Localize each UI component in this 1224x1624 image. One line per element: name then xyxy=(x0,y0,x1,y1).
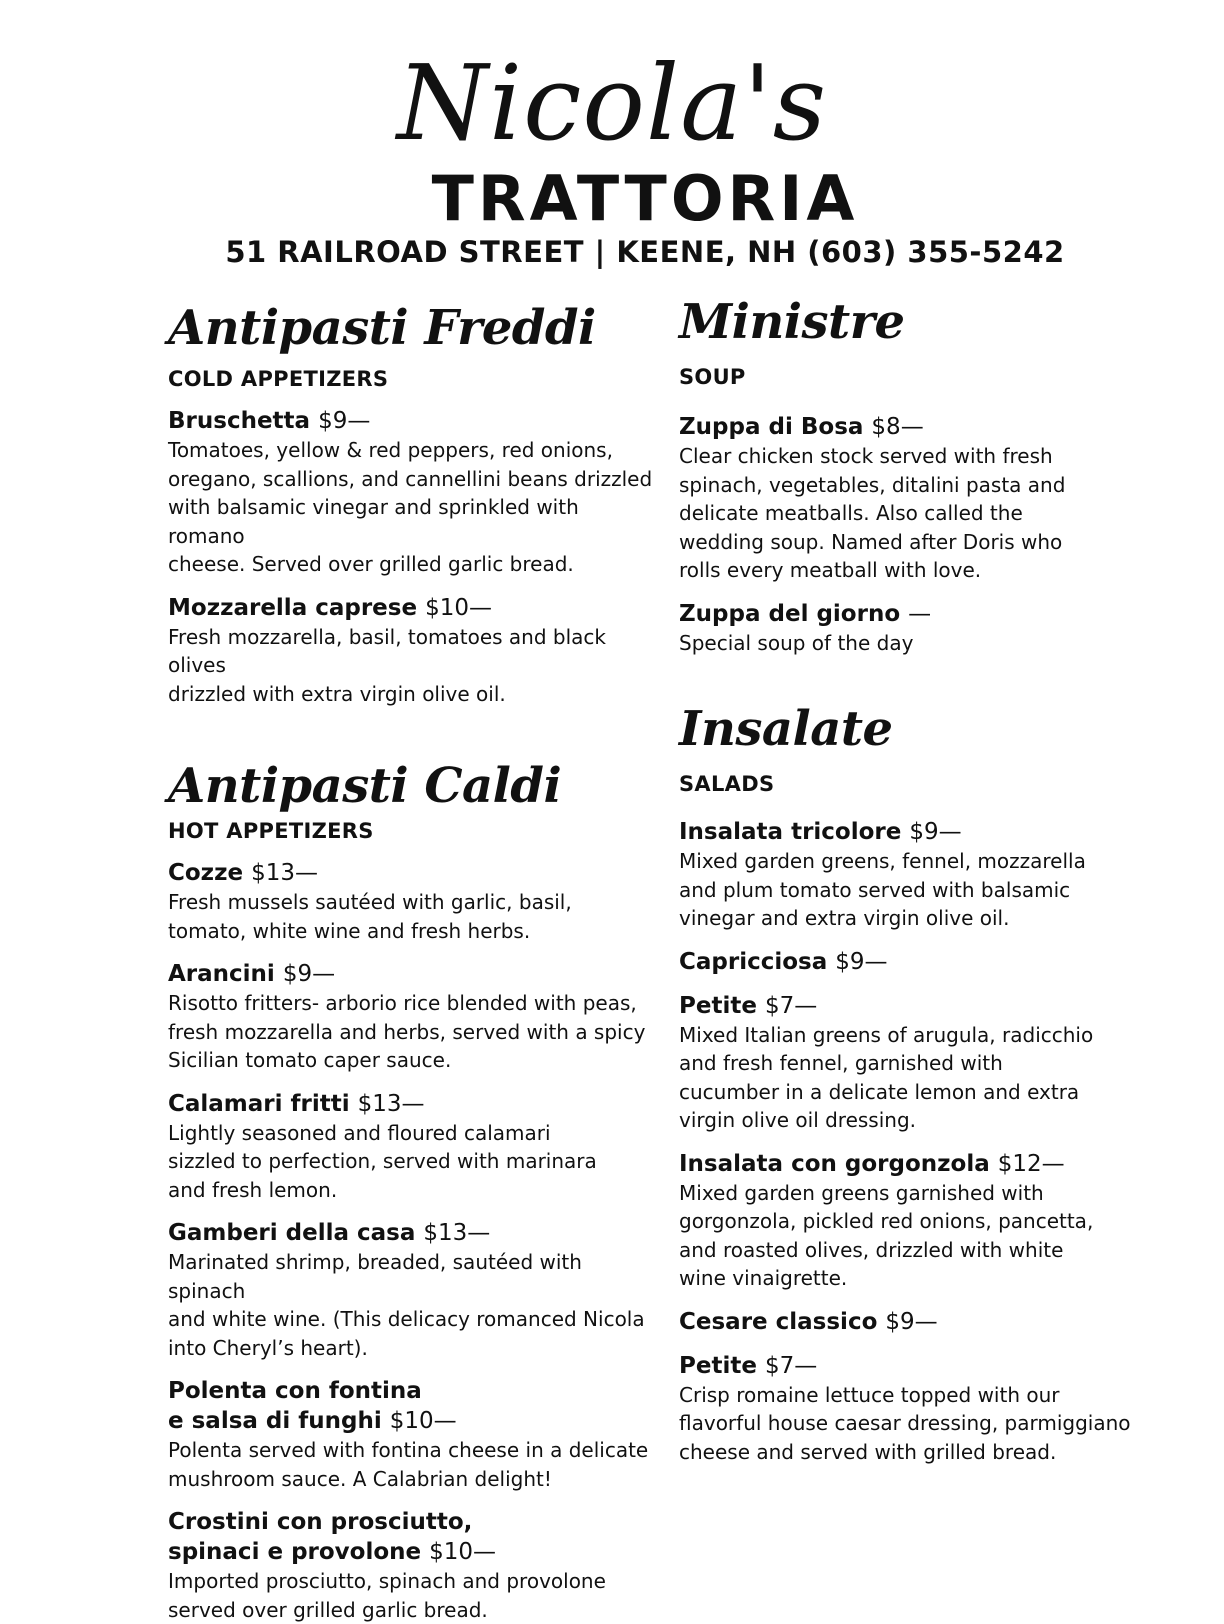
menu-item xyxy=(679,1307,1169,1337)
menu-item xyxy=(168,406,658,579)
item-name: Insalata con gorgonzola xyxy=(679,1150,998,1177)
menu-item-heading xyxy=(168,1507,658,1567)
item-price: $13— xyxy=(251,860,318,886)
item-name: Arancini xyxy=(168,961,283,987)
menu-item-heading xyxy=(168,1376,658,1436)
section-subtitle: SALADS xyxy=(679,772,775,796)
item-name: Gamberi della casa xyxy=(168,1220,416,1246)
section-subtitle: COLD APPETIZERS xyxy=(168,367,389,391)
item-name: Cesare classico xyxy=(679,1308,878,1335)
address-line: 51 RAILROAD STREET | KEENE, NH (603) 355-5242 xyxy=(225,235,1065,269)
item-name: Zuppa di Bosa xyxy=(679,414,864,440)
menu-item-heading xyxy=(168,1089,658,1119)
item-name: Zuppa del giorno xyxy=(679,600,901,627)
item-price: $10— xyxy=(425,594,492,621)
menu-items xyxy=(168,406,658,708)
menu-item-heading xyxy=(679,1149,1169,1179)
menu-item xyxy=(679,817,1169,933)
item-price: $7— xyxy=(764,992,818,1019)
section-insalate xyxy=(679,697,1169,1466)
item-name: Insalata tricolore xyxy=(679,819,910,845)
menu-item xyxy=(168,1376,658,1493)
item-name: Crostini con prosciutto, spinaci e provolone xyxy=(168,1509,473,1565)
section-title: Antipasti Caldi xyxy=(168,758,562,814)
item-description: Marinated shrimp, breaded, sautéed with spinach and white wine. (This delicacy romanced Nicola into Cheryl’s heart). xyxy=(168,1250,645,1360)
item-price: $9— xyxy=(909,819,962,845)
menu-items xyxy=(679,797,1169,1466)
item-description: Lightly seasoned and floured calamari sizzled to perfection, served with marinara and fresh lemon. xyxy=(168,1120,597,1202)
menu-items xyxy=(679,390,1169,657)
menu-item xyxy=(168,1507,658,1624)
item-name: Capricciosa xyxy=(679,948,836,975)
menu-item xyxy=(679,599,1169,658)
item-name: Bruschetta xyxy=(168,408,311,434)
menu-item xyxy=(679,412,1169,585)
right-column xyxy=(679,290,1169,1466)
menu-item xyxy=(168,593,658,709)
item-price: $9— xyxy=(282,961,336,987)
menu-item-heading xyxy=(679,1307,1169,1337)
section-title: Antipasti Freddi xyxy=(168,300,596,356)
menu-item xyxy=(168,858,658,945)
item-name: Polenta con fontina e salsa di funghi xyxy=(168,1378,422,1434)
section-title: Insalate xyxy=(679,701,893,757)
item-name: Calamari fritti xyxy=(168,1090,350,1117)
item-price: $9— xyxy=(885,1308,938,1335)
section-subtitle: SOUP xyxy=(679,365,746,389)
item-description: Special soup of the day xyxy=(679,630,914,655)
item-price: $13— xyxy=(357,1090,425,1117)
menu-item-heading xyxy=(679,599,1169,629)
item-description: Polenta served with fontina cheese in a delicate mushroom sauce. A Calabrian delight! xyxy=(168,1438,649,1491)
section-gap xyxy=(679,657,1169,697)
menu-items xyxy=(168,858,658,1624)
item-price: $13— xyxy=(423,1220,491,1246)
item-price: $7— xyxy=(764,1352,818,1379)
item-name: Mozzarella caprese xyxy=(168,594,418,621)
item-description: Mixed garden greens garnished with gorgonzola, pickled red onions, pancetta, and roasted olives, drizzled with white wine vinaigrette. xyxy=(679,1180,1094,1290)
logo-wordmark: TRATTORIA xyxy=(431,162,859,235)
menu-item xyxy=(168,959,658,1075)
item-name: Petite xyxy=(679,992,757,1019)
menu-item-heading xyxy=(168,858,658,888)
menu-item xyxy=(679,991,1169,1135)
item-description: Risotto fritters- arborio rice blended with peas, fresh mozzarella and herbs, served with a spicy Sicilian tomato caper sauce. xyxy=(168,991,646,1072)
section-title: Ministre xyxy=(679,294,905,350)
menu-item-heading xyxy=(679,1351,1169,1381)
menu-item xyxy=(168,1089,658,1205)
item-price: $10— xyxy=(389,1408,457,1434)
item-price: — xyxy=(908,600,932,627)
item-price: $12— xyxy=(997,1150,1065,1177)
item-description: Imported prosciutto, spinach and provolone served over grilled garlic bread. xyxy=(168,1569,606,1622)
menu-item-heading xyxy=(168,593,658,623)
item-price: $8— xyxy=(871,414,924,440)
section-ministre xyxy=(679,290,1169,657)
item-description: Clear chicken stock served with fresh spinach, vegetables, ditalini pasta and delicate meatballs. Also called the wedding soup. Named after Doris who rolls every meatball with love. xyxy=(679,444,1066,582)
section-antipasti-caldi xyxy=(168,754,658,1624)
item-name: Cozze xyxy=(168,860,244,886)
menu-item-heading xyxy=(679,817,1169,847)
menu-item xyxy=(679,947,1169,977)
item-description: Crisp romaine lettuce topped with our flavorful house caesar dressing, parmiggiano cheese and served with grilled bread. xyxy=(679,1382,1131,1464)
item-price: $10— xyxy=(429,1539,497,1565)
menu-item xyxy=(679,1149,1169,1293)
section-gap xyxy=(168,708,658,754)
item-description: Fresh mussels sautéed with garlic, basil, tomato, white wine and fresh herbs. xyxy=(168,890,572,943)
section-subtitle: HOT APPETIZERS xyxy=(168,819,374,843)
menu-item-heading xyxy=(679,991,1169,1021)
item-description: Mixed garden greens, fennel, mozzarella and plum tomato served with balsamic vinegar and extra virgin olive oil. xyxy=(679,849,1086,930)
section-antipasti-freddi xyxy=(168,296,658,708)
menu-item-heading xyxy=(679,947,1169,977)
menu-item-heading xyxy=(168,959,658,989)
menu-item xyxy=(168,1218,658,1362)
menu-item xyxy=(679,1351,1169,1467)
item-name: Petite xyxy=(679,1352,757,1379)
item-description: Tomatoes, yellow & red peppers, red onions, oregano, scallions, and cannellini beans drizzled with balsamic vinegar and sprinkled with romano cheese. Served over grilled garlic bread. xyxy=(168,438,653,576)
item-description: Fresh mozzarella, basil, tomatoes and black olives drizzled with extra virgin olive oil. xyxy=(168,624,606,706)
item-description: Mixed Italian greens of arugula, radicchio and fresh fennel, garnished with cucumber in a delicate lemon and extra virgin olive oil dressing. xyxy=(679,1022,1094,1132)
item-price: $9— xyxy=(318,408,371,434)
left-column xyxy=(168,296,658,1624)
logo-script: Nicola's xyxy=(396,42,828,164)
menu-item-heading xyxy=(679,412,1169,442)
menu-item-heading xyxy=(168,406,658,436)
menu-item-heading xyxy=(168,1218,658,1248)
item-price: $9— xyxy=(835,948,888,975)
